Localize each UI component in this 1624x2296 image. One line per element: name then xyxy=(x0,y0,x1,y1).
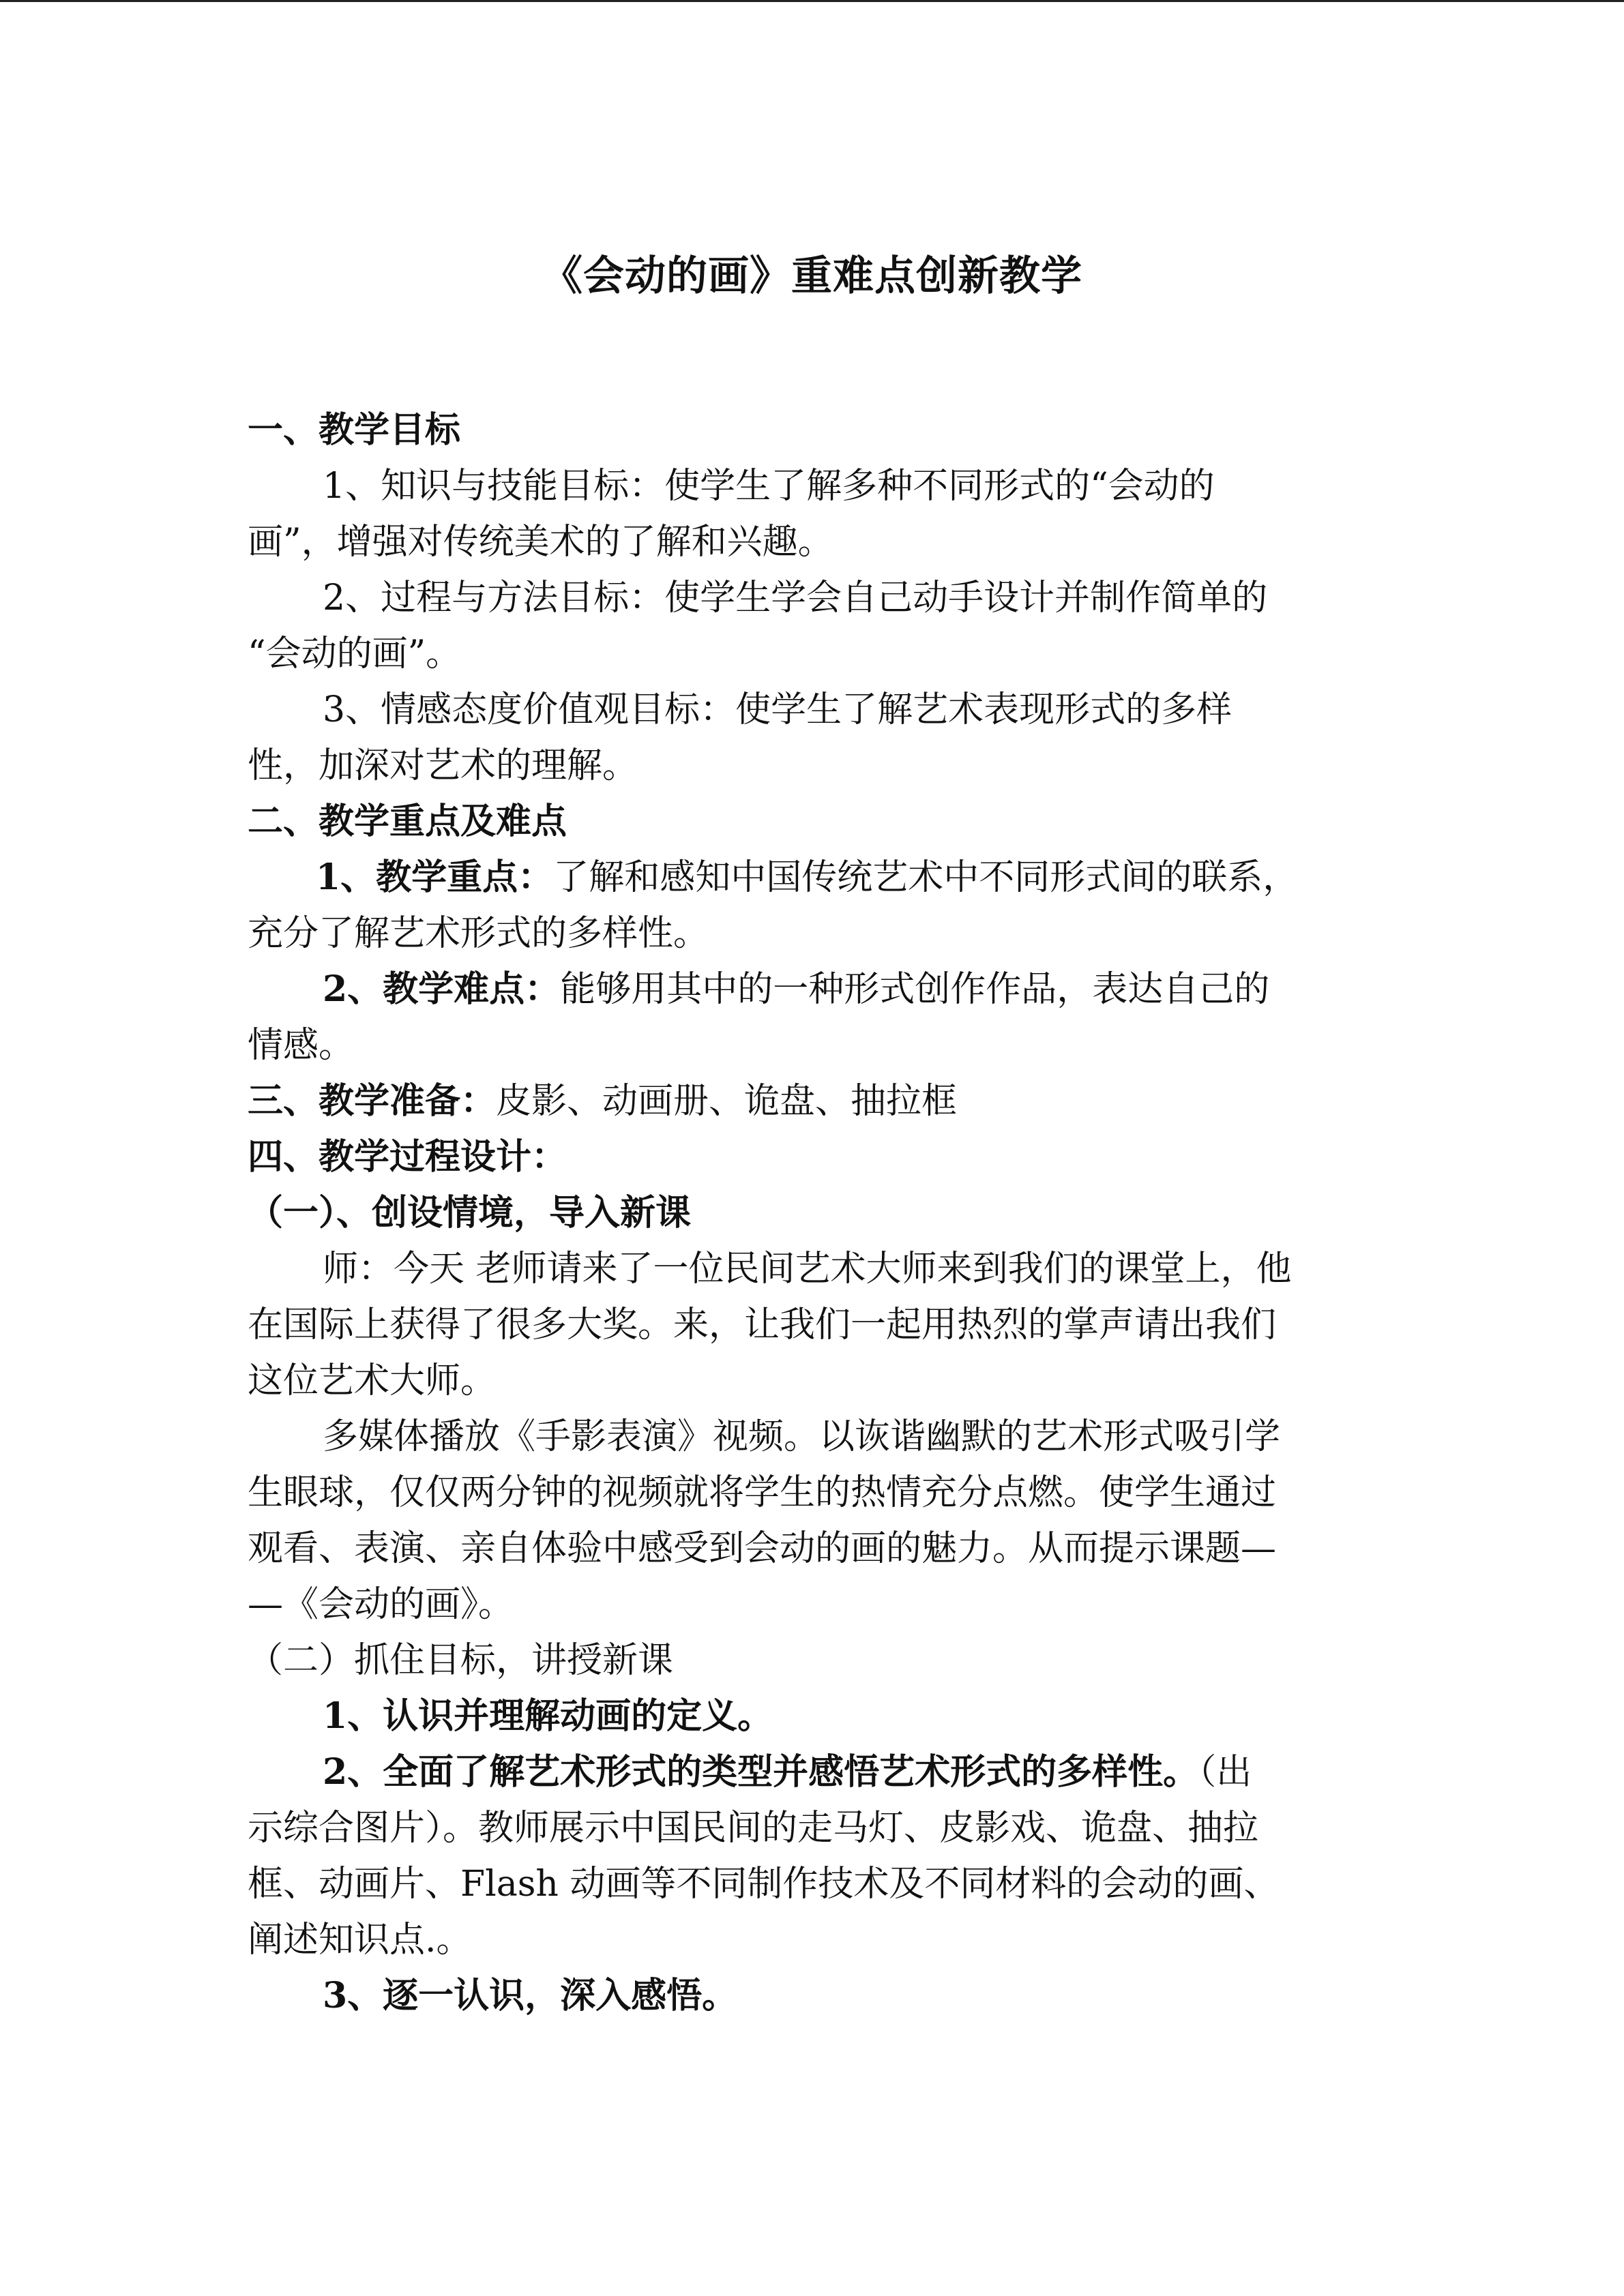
text-segment: 3、情感态度价值观目标：使学生了解艺术表现形式的多样 xyxy=(323,689,1232,730)
text-segment: 框、动画片、Flash 动画等不同制作技术及不同材料的会动的画、 xyxy=(248,1864,1280,1905)
text-line-k2a xyxy=(248,961,1380,1017)
text-line-p1b xyxy=(248,1297,1380,1353)
text-segment: 2、过程与方法目标：使学生学会自己动手设计并制作简单的 xyxy=(323,578,1268,618)
text-line-h1 xyxy=(248,402,1380,458)
text-line-p1a xyxy=(248,1241,1380,1297)
text-line-g1a xyxy=(248,458,1380,514)
text-segment: 能够用其中的一种形式创作作品，表达自己的 xyxy=(560,969,1270,1010)
text-line-g2a xyxy=(248,570,1380,626)
text-line-s2 xyxy=(248,1632,1380,1688)
text-line-h4 xyxy=(248,1129,1380,1185)
text-line-p1c xyxy=(248,1353,1380,1409)
text-line-h3 xyxy=(248,1073,1380,1129)
bold-segment: 一、教学目标 xyxy=(248,409,461,451)
bold-segment: 2、教学难点： xyxy=(323,968,561,1010)
text-line-k2b xyxy=(248,1017,1380,1073)
bold-segment: 1、认识并理解动画的定义。 xyxy=(323,1695,773,1737)
text-line-t3 xyxy=(248,1968,1380,2024)
text-segment: 阐述知识点.。 xyxy=(248,1920,472,1960)
bold-segment: 3、逐一认识，深入感悟。 xyxy=(323,1975,738,2016)
bold-segment: 2、全面了解艺术形式的类型并感悟艺术形式的多样性。 xyxy=(323,1751,1199,1793)
text-segment: （二）抓住目标，讲授新课 xyxy=(248,1640,674,1681)
text-line-t2a xyxy=(248,1744,1380,1800)
text-line-t1 xyxy=(248,1688,1380,1744)
text-segment: 生眼球，仅仅两分钟的视频就将学生的热情充分点燃。使学生通过 xyxy=(248,1472,1277,1513)
text-segment: 这位艺术大师。 xyxy=(248,1360,497,1401)
text-segment: 画”，增强对传统美术的了解和兴趣。 xyxy=(248,522,833,563)
text-segment: 了解和感知中国传统艺术中不同形式间的联系， xyxy=(553,857,1299,898)
bold-segment: 四、教学过程设计： xyxy=(248,1136,567,1178)
bold-segment: 二、教学重点及难点 xyxy=(248,801,567,842)
text-segment: 师：今天 老师请来了一位民间艺术大师来到我们的课堂上，他 xyxy=(323,1249,1292,1289)
text-line-g3b xyxy=(248,738,1380,794)
text-segment: 充分了解艺术形式的多样性。 xyxy=(248,913,709,954)
text-line-p2a xyxy=(248,1409,1380,1465)
text-line-k1a xyxy=(248,850,1380,906)
bold-segment: 三、教学准备： xyxy=(248,1080,497,1122)
document-body xyxy=(248,402,1380,2024)
text-line-g3a xyxy=(248,682,1380,738)
text-line-t2c xyxy=(248,1856,1380,1912)
text-segment: 在国际上获得了很多大奖。来，让我们一起用热烈的掌声请出我们 xyxy=(248,1304,1277,1345)
text-segment: 1、知识与技能目标：使学生了解多种不同形式的“会动的 xyxy=(323,466,1215,507)
text-segment: 皮影、动画册、诡盘、抽拉框 xyxy=(496,1081,958,1122)
text-line-p2b xyxy=(248,1465,1380,1521)
text-line-g2b xyxy=(248,626,1380,682)
text-segment: 示综合图片）。教师展示中国民间的走马灯、皮影戏、诡盘、抽拉 xyxy=(248,1808,1259,1849)
text-segment: 观看、表演、亲自体验中感受到会动的画的魅力。从而提示课题— xyxy=(248,1528,1277,1569)
text-line-t2d xyxy=(248,1912,1380,1968)
text-line-p2d xyxy=(248,1577,1380,1632)
text-segment: 情感。 xyxy=(248,1025,355,1066)
text-line-s1 xyxy=(248,1185,1380,1241)
text-segment: “会动的画”。 xyxy=(248,633,462,674)
bold-segment: 1、教学重点： xyxy=(316,856,554,898)
text-segment: —《会动的画》。 xyxy=(248,1584,514,1625)
text-line-h2 xyxy=(248,794,1380,850)
text-line-t2b xyxy=(248,1800,1380,1856)
bold-segment: （一）、创设情境，导入新课 xyxy=(248,1192,692,1234)
text-segment: （出 xyxy=(1198,1752,1252,1793)
text-segment: 多媒体播放《手影表演》视频。以诙谐幽默的艺术形式吸引学 xyxy=(323,1416,1281,1457)
text-segment: 性，加深对艺术的理解。 xyxy=(248,745,638,786)
document-title: 《会动的画》重难点创新教学 xyxy=(542,252,1082,300)
text-line-k1b xyxy=(248,906,1380,961)
text-line-g1b xyxy=(248,514,1380,570)
text-line-p2c xyxy=(248,1521,1380,1577)
